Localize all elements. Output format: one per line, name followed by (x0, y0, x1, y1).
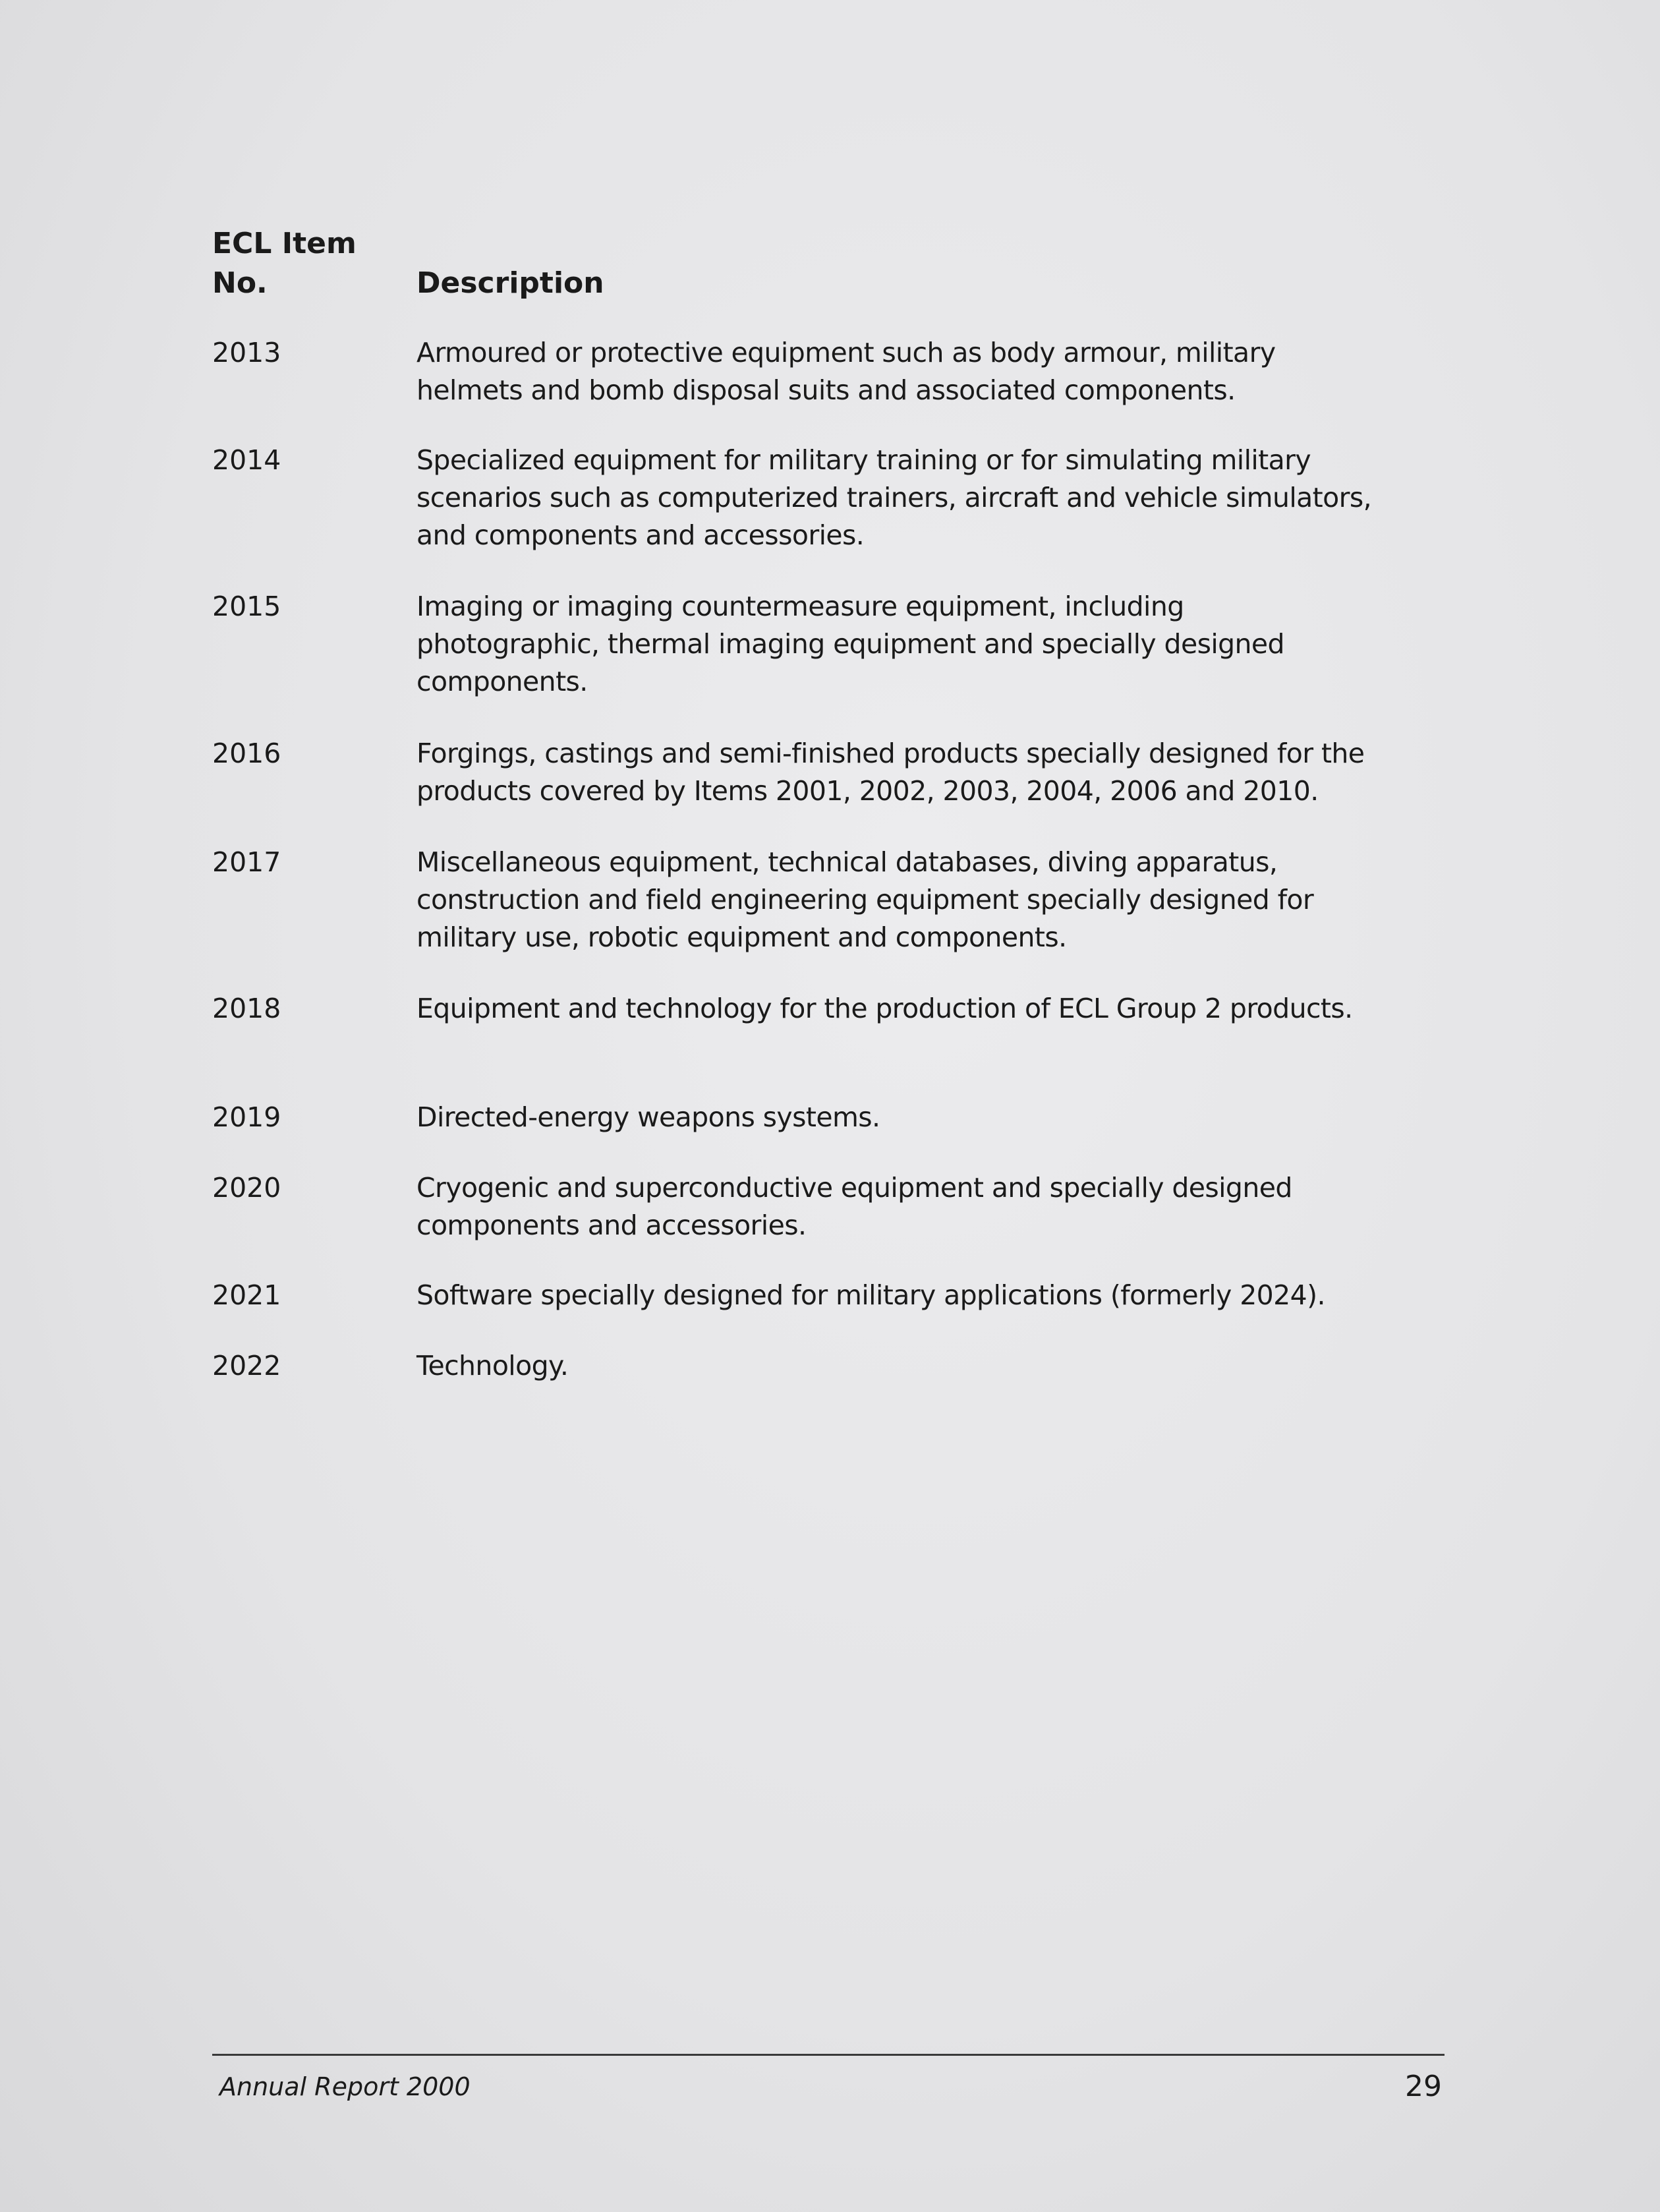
footer-report-title: Annual Report 2000 (219, 2072, 471, 2101)
item-number: 2021 (212, 1279, 281, 1311)
item-number: 2014 (212, 444, 281, 476)
column-header-item-no (212, 224, 397, 303)
table-row (212, 844, 1372, 990)
item-description: Technology. (416, 1350, 569, 1382)
item-number: 2016 (212, 738, 281, 769)
item-description: Forgings, castings and semi-finished products specially designed for the products covered by Items 2001, 2002, 2003, 2004, 2006 and 2010. (416, 738, 1365, 807)
item-description: Equipment and technology for the production of ECL Group 2 products. (416, 993, 1353, 1024)
item-number: 2019 (212, 1101, 281, 1133)
table-row (212, 1169, 1372, 1277)
footer-divider (212, 2054, 1445, 2056)
column-header-description: Description (416, 266, 604, 300)
item-description: Cryogenic and superconductive equipment and specially designed components and accessories. (416, 1172, 1292, 1241)
table-row (212, 1347, 1372, 1387)
item-number: 2020 (212, 1172, 281, 1204)
item-number: 2015 (212, 591, 281, 622)
ecl-item-table (212, 334, 1372, 1387)
column-header-item-no-line2: No. (212, 266, 268, 300)
item-number: 2022 (212, 1350, 281, 1382)
column-header-item-no-line1: ECL Item (212, 227, 357, 260)
page-number: 29 (1405, 2070, 1442, 2103)
item-description: Directed-energy weapons systems. (416, 1101, 880, 1133)
item-number: 2018 (212, 993, 281, 1024)
table-row (212, 990, 1372, 1099)
table-row (212, 735, 1372, 844)
item-description: Imaging or imaging countermeasure equipment, including photographic, thermal imaging equipment and specially designed components. (416, 591, 1284, 697)
table-row (212, 442, 1372, 588)
table-row (212, 1099, 1372, 1169)
table-row (212, 334, 1372, 442)
item-description: Software specially designed for military applications (formerly 2024). (416, 1279, 1325, 1311)
table-row (212, 588, 1372, 735)
table-row (212, 1277, 1372, 1347)
item-number: 2017 (212, 846, 281, 878)
item-description: Armoured or protective equipment such as body armour, military helmets and bomb disposal suits and associated components. (416, 337, 1276, 406)
item-description: Miscellaneous equipment, technical databases, diving apparatus, construction and field engineering equipment specially designed for military use, robotic equipment and components. (416, 846, 1314, 953)
item-description: Specialized equipment for military training or for simulating military scenarios such as computerized trainers, aircraft and vehicle simulators, and components and accessories. (416, 444, 1372, 551)
item-number: 2013 (212, 337, 281, 368)
